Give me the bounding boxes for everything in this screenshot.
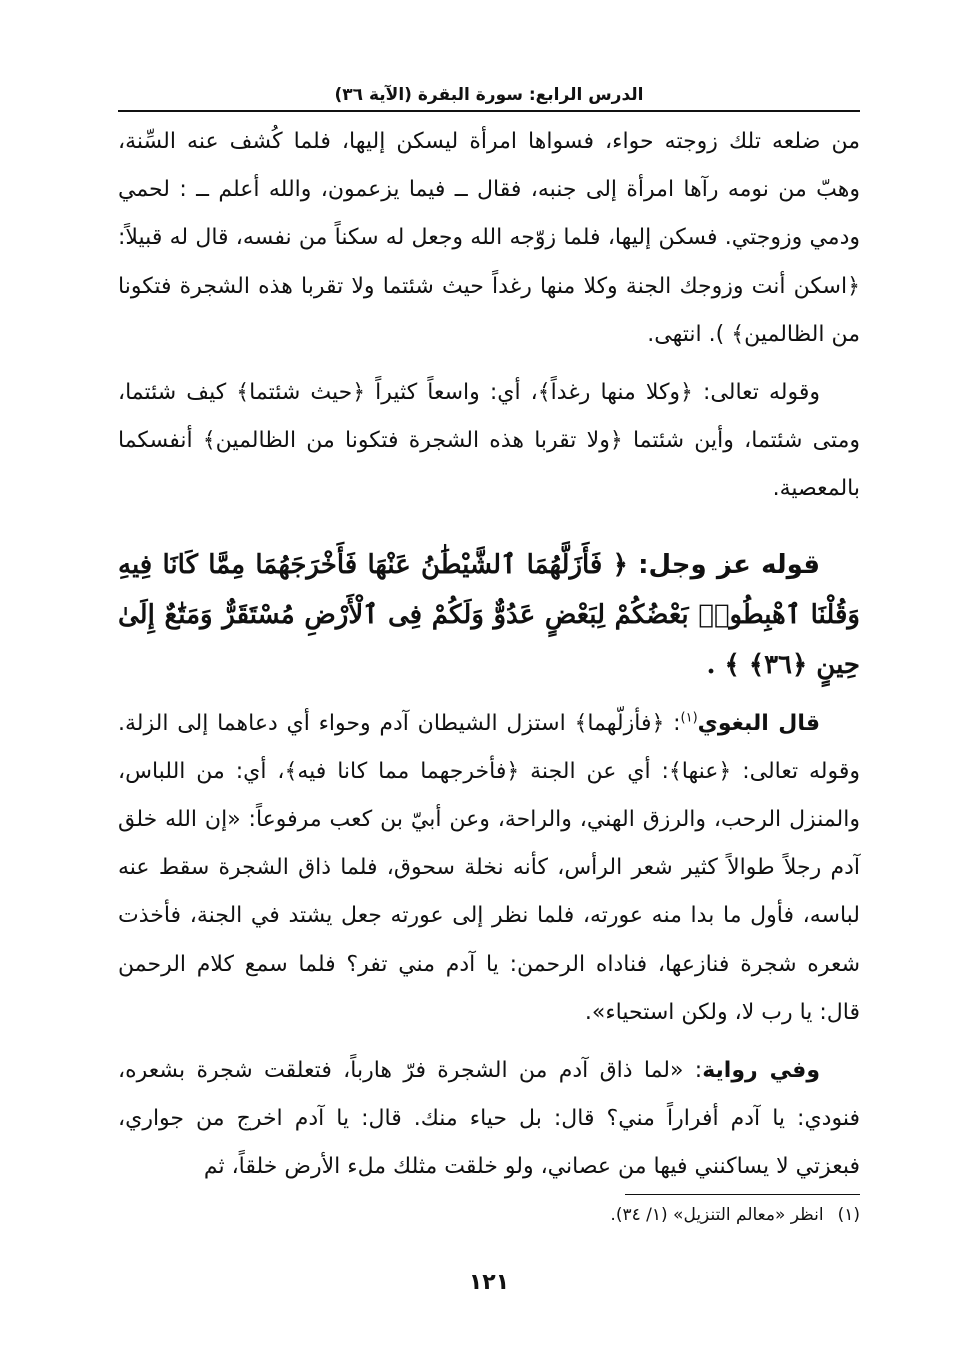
paragraph-3-lead: قال البغوي [697,710,820,736]
paragraph-1: من ضلعه تلك زوجته حواء، فسواها امرأة ليسكن إليها، فلما كُشف عنه السِّنة، وهبّ من نومه رآها امرأة إلى جنبه، فقال ــ فيما يزعمون، والله أعلم ــ : لحمي ودمي وزوجتي. فسكن إليها، فلما زوّجه الله وجعل له سكناً من نفسه، قال له قبيلاً: ﴿اسكن أنت وزوجك الجنة وكلا منها رغداً حيث شئتما ولا تقربا هذه الشجرة فتكونا من الظالمين﴾ ). انتهى. [118,129,860,347]
footnote-text: انظر «معالم التنزيل» (١/ ٣٤). [610,1205,824,1225]
footnote-reference: (١) [680,710,698,726]
verse-paragraph [118,540,860,690]
paragraph-4-lead: وفي رواية [702,1058,821,1084]
page-number: ١٢١ [468,1270,510,1295]
paragraph-3-text: : ﴿فأزلّهما﴾ استزل الشيطان آدم وحواء أي دعاهما إلى الزلة. وقوله تعالى: ﴿عنها﴾: أي عن الجنة ﴿فأخرجهما مما كانا فيه﴾، أي: من اللباس، والمنزل الرحب، والرزق الهني، والراحة، وعن أبيّ بن كعب مرفوعاً: «إن الله خلق آدم رجلاً طوالاً كثير شعر الرأس، كأنه نخلة سحوق، فلما ذاق الشجرة سقط عنه لباسه، فأول ما بدا منه عورته، فلما نظر إلى عورته جعل يشتد في الجنة، فأخذت شعره شجرة فنازعها، فناداه الرحمن: يا آدم مني تفر؟ فلما سمع كلام الرحمن قال: يا رب لا، ولكن استحياء». [118,710,860,1025]
paragraph-4-text: : «لما ذاق آدم من الشجرة فرّ هارباً، فتعلقت شجرة بشعره، فنودي: يا آدم أفراراً مني؟ قال: بل حياء منك. قال: يا آدم اخرج من جواري، فبعزتي لا يساكنني فيها من عصاني، ولو خلقت مثلك ملء الأرض خلقاً، ثم [118,1058,860,1180]
running-header: الدرس الرابع: سورة البقرة (الآية ٣٦) [334,85,644,105]
verse-text: ﴿ فَأَزَلَّهُمَا ٱلشَّيْطَٰنُ عَنْهَا فَأَخْرَجَهُمَا مِمَّا كَانَا فِيهِ وَقُلْنَا ٱهْبِطُوا۟ بَعْضُكُمْ لِبَعْضٍ عَدُوٌّ وَلَكُمْ فِى ٱلْأَرْضِ مُسْتَقَرٌّ وَمَتَٰعٌ إِلَىٰ حِينٍ ﴿٣٦﴾ ﴾ . [118,549,860,680]
paragraph-2: وقوله تعالى: ﴿وكلا منها رغداً﴾، أي: واسعاً كثيراً ﴿حيث شئتما﴾ كيف شئتما، ومتى شئتما، وأين شئتما ﴿ولا تقربا هذه الشجرة فتكونا من الظالمين﴾ أنفسكما بالمعصية. [118,380,860,502]
header-rule [118,110,860,112]
paragraph-4 [118,1047,860,1192]
verse-intro: قوله عز وجل: [627,549,821,580]
footnote-rule [625,1194,860,1195]
paragraph-3 [118,700,860,1037]
footnote [118,1200,860,1230]
footnote-number: (١) [837,1205,860,1225]
main-text [118,118,860,1192]
